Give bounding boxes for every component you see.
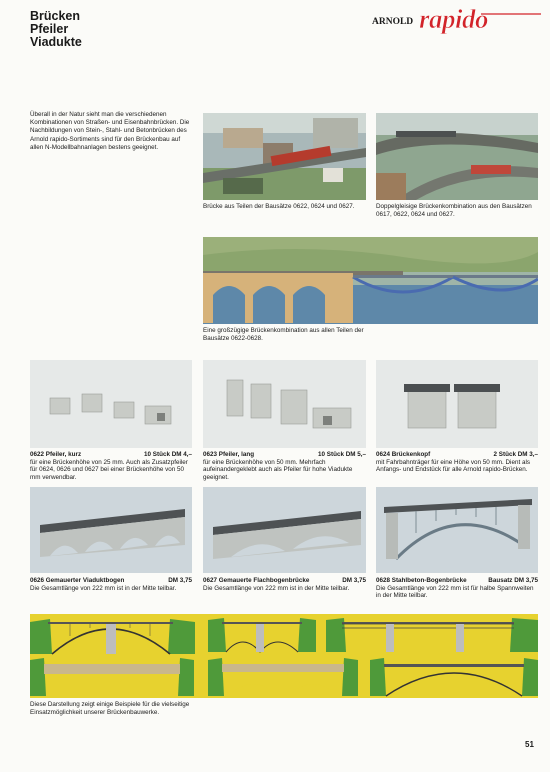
product-0624-name: 0624 Brückenkopf xyxy=(376,451,431,458)
product-0626 xyxy=(30,577,192,592)
product-photo-0624 xyxy=(376,360,538,448)
product-0628-desc: Die Gesamtlänge von 222 mm ist für halbe Spannweiten in der Mitte teilbar. xyxy=(376,584,534,600)
product-0622-name: 0622 Pfeiler, kurz xyxy=(30,451,82,458)
product-photo-0627 xyxy=(203,487,366,573)
product-0624 xyxy=(376,451,538,474)
layout-photo-double-track xyxy=(376,113,538,200)
product-0628 xyxy=(376,577,538,600)
product-0628-name: 0628 Stahlbeton-Bogenbrücke xyxy=(376,577,467,584)
layout-photo-3-caption: Eine großzügige Brückenkombination aus allen Teilen der Bausätze 0622-0628. xyxy=(203,327,364,342)
page-title xyxy=(30,10,82,49)
product-photo-0622 xyxy=(30,360,192,448)
product-0623 xyxy=(203,451,366,481)
layout-photo-red-train xyxy=(203,113,366,200)
product-0624-price: 2 Stück DM 3,– xyxy=(493,451,538,458)
product-0626-name: 0626 Gemauerter Viaduktbogen xyxy=(30,577,125,584)
product-photo-0626 xyxy=(30,487,192,573)
title-line-2: Pfeiler xyxy=(30,22,69,36)
bridge-combination-diagram xyxy=(30,614,538,698)
diagram-caption: Diese Darstellung zeigt einige Beispiele für die vielseitige Einsatzmöglichkeit unserer Brückenbauwerke. xyxy=(30,701,190,716)
product-photo-0628 xyxy=(376,487,538,573)
title-line-3: Viadukte xyxy=(30,35,82,49)
product-0627-price: DM 3,75 xyxy=(342,577,366,584)
product-photo-0623 xyxy=(203,360,366,448)
product-0622-price: 10 Stück DM 4,– xyxy=(144,451,192,458)
layout-photo-2-caption: Doppelgleisige Brückenkombination aus den Bausätzen 0617, 0622, 0624 und 0627. xyxy=(376,203,532,218)
intro-text: Überall in der Natur sieht man die verschiedenen Kombinationen von Straßen- und Eisenbahnbrücken. Die Nachbildungen von Stein-, Stahl- und Betonbrücken des Arnold rapido-Sortiments sind für den Brückenbau auf allen N-Modellbahnanlagen bestens geeignet. xyxy=(30,111,190,151)
product-0623-desc: für eine Brückenhöhe von 50 mm. Mehrfach aufeinandergeklebt auch als Pfeiler für hohe Viadukte geeignet. xyxy=(203,458,353,481)
brand-name: rapido xyxy=(419,8,489,34)
product-0623-price: 10 Stück DM 5,– xyxy=(318,451,366,458)
product-0624-desc: mit Fahrbahnträger für eine Höhe von 50 mm. Dient als Anfangs- und Endstück für alle Arnold rapido-Brücken. xyxy=(376,458,530,474)
product-0627-name: 0627 Gemauerte Flachbogenbrücke xyxy=(203,577,310,584)
product-0627 xyxy=(203,577,366,592)
layout-photo-1-caption: Brücke aus Teilen der Bausätze 0622, 0624 und 0627. xyxy=(203,203,355,210)
layout-photo-panorama xyxy=(203,237,538,324)
title-line-1: Brücken xyxy=(30,9,81,23)
product-0623-name: 0623 Pfeiler, lang xyxy=(203,451,255,458)
brand-prefix: ARNOLD xyxy=(372,17,414,27)
product-0622-desc: für eine Brückenhöhe von 25 mm. Auch als Zusatzpfeiler für 0624, 0626 und 0627 bei einer Brückenhöhe von 50 mm verwendbar. xyxy=(30,458,188,481)
product-0628-price: Bausatz DM 3,75 xyxy=(488,577,538,584)
arnold-rapido-logo xyxy=(371,8,543,34)
product-0627-desc: Die Gesamtlänge von 222 mm ist in der Mitte teilbar. xyxy=(203,584,350,592)
product-0626-desc: Die Gesamtlänge von 222 mm ist in der Mitte teilbar. xyxy=(30,584,177,592)
product-0622 xyxy=(30,451,192,481)
page-number: 51 xyxy=(525,740,534,749)
product-0626-price: DM 3,75 xyxy=(168,577,192,584)
